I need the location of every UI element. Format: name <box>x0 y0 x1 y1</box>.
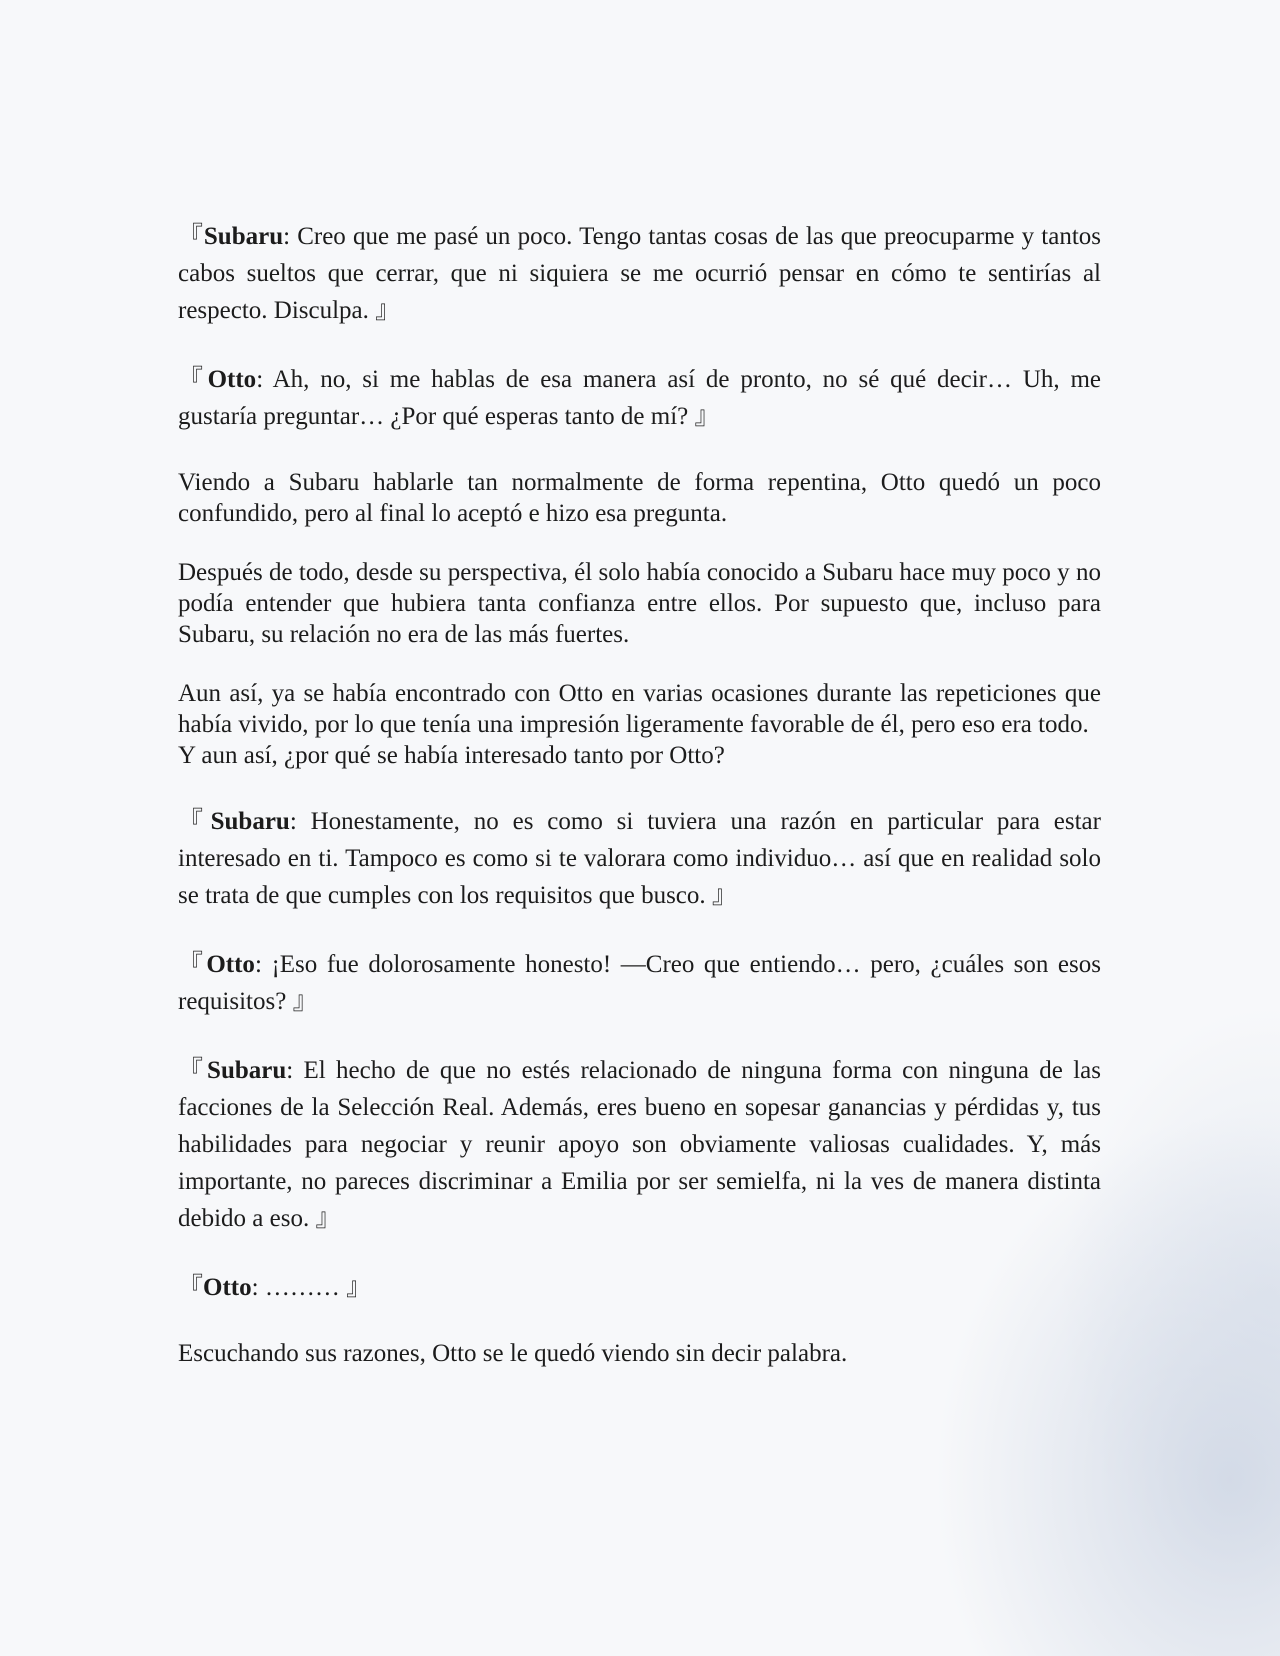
close-bracket: 』 <box>346 1274 372 1301</box>
narration-paragraph: Y aun así, ¿por qué se había interesado tanto por Otto? <box>178 742 725 769</box>
dialogue-text: : ……… <box>251 1274 347 1301</box>
close-bracket: 』 <box>375 297 401 324</box>
narration-paragraph: Aun así, ya se había encontrado con Otto en varias ocasiones durante las repeticiones que había vivido, por lo que tenía una impresión ligeramente favorable de él, pero eso era todo. <box>178 680 1101 738</box>
dialogue-text: : El hecho de que no estés relacionado de ninguna forma con ninguna de las facciones de la Selección Real. Además, eres bueno en sopesar ganancias y pérdidas y, tus habilidades para negociar y reunir apoyo son obviamente valiosas cualidades. Y, más importante, no pareces discriminar a Emilia por ser semielfa, ni la ves de manera distinta debido a eso. <box>178 1057 1101 1232</box>
speaker-name: Otto <box>206 951 255 978</box>
dialogue-subaru-3 <box>178 1052 1101 1237</box>
close-bracket: 』 <box>711 882 737 909</box>
open-bracket: 『 <box>178 366 208 393</box>
close-bracket: 』 <box>694 403 720 430</box>
open-bracket: 『 <box>178 808 211 835</box>
open-bracket: 『 <box>178 1057 208 1084</box>
close-bracket: 』 <box>292 988 318 1015</box>
dialogue-text: : ¡Eso fue dolorosamente honesto! —Creo que entiendo… pero, ¿cuáles son esos requisitos? <box>178 951 1101 1015</box>
open-bracket: 『 <box>178 223 204 250</box>
dialogue-otto-3 <box>178 1269 1101 1306</box>
dialogue-otto-2 <box>178 946 1101 1020</box>
speaker-name: Otto <box>203 1274 252 1301</box>
dialogue-text: : Creo que me pasé un poco. Tengo tantas cosas de las que preocuparme y tantos cabos sueltos que cerrar, que ni siquiera se me ocurrió pensar en cómo te sentirías al respecto. Disculpa. <box>178 223 1101 324</box>
dialogue-otto-1 <box>178 361 1101 435</box>
speaker-name: Subaru <box>207 1057 287 1084</box>
narration-paragraph: Después de todo, desde su perspectiva, él solo había conocido a Subaru hace muy poco y no podía entender que hubiera tanta confianza entre ellos. Por supuesto que, incluso para Subaru, su relación no era de las más fuertes. <box>178 559 1101 648</box>
speaker-name: Otto <box>207 366 257 393</box>
speaker-name: Subaru <box>210 808 290 835</box>
dialogue-text: : Ah, no, si me hablas de esa manera así de pronto, no sé qué decir… Uh, me gustaría preguntar… ¿Por qué esperas tanto de mí? <box>178 366 1101 430</box>
narration-paragraph: Escuchando sus razones, Otto se le quedó viendo sin decir palabra. <box>178 1340 848 1367</box>
speaker-name: Subaru <box>203 223 284 250</box>
close-bracket: 』 <box>315 1205 341 1232</box>
open-bracket: 『 <box>178 1274 204 1301</box>
dialogue-text: : Honestamente, no es como si tuviera una razón en particular para estar interesado en ti. Tampoco es como si te valorara como individuo… así que en realidad solo se trata de que cumples con los requisitos que busco. <box>178 808 1101 909</box>
dialogue-subaru-2 <box>178 803 1101 914</box>
narration-paragraph: Viendo a Subaru hablarle tan normalmente de forma repentina, Otto quedó un poco confundido, pero al final lo aceptó e hizo esa pregunta. <box>178 469 1101 527</box>
open-bracket: 『 <box>178 951 207 978</box>
document-body <box>178 218 1101 1369</box>
dialogue-subaru-1 <box>178 218 1101 329</box>
